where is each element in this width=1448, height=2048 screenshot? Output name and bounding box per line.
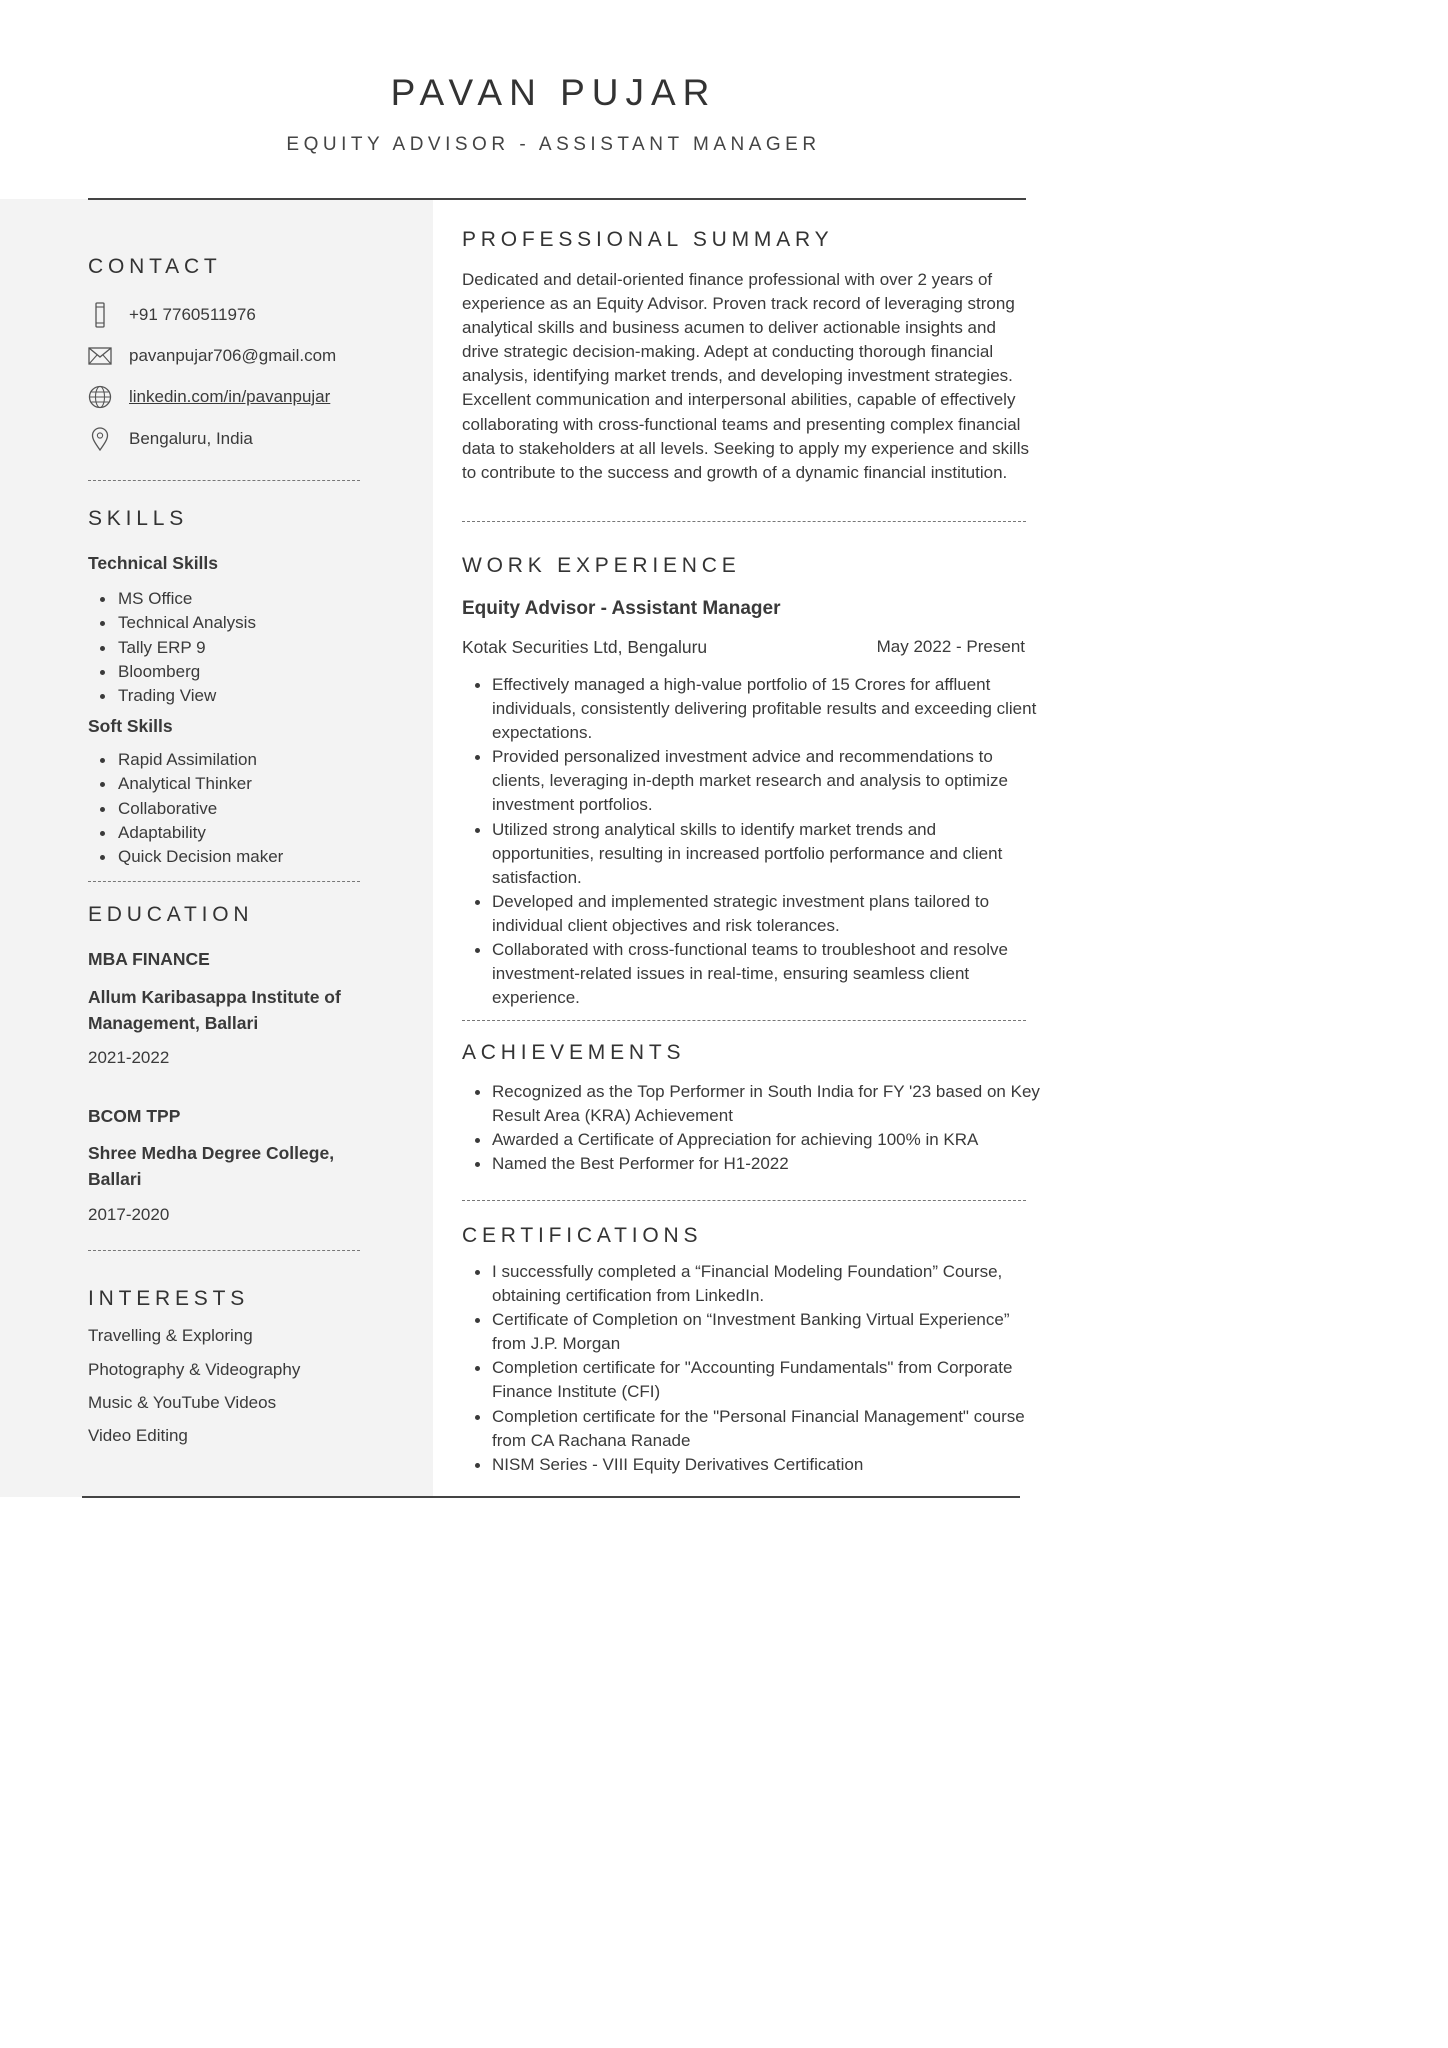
certifications-heading: CERTIFICATIONS [462,1224,703,1247]
school-name: Allum Karibasappa Institute of Management, Ballari [88,987,341,1033]
list-item: Recognized as the Top Performer in South India for FY '23 based on Key Result Area (KRA) Achievement [462,1080,1042,1128]
list-item: NISM Series - VIII Equity Derivatives Certification [462,1453,1042,1477]
summary-heading: PROFESSIONAL SUMMARY [462,228,834,251]
job-dates: May 2022 - Present [876,637,1025,656]
email-address[interactable]: pavanpujar706@gmail.com [129,346,337,365]
contact-linkedin [88,384,330,410]
list-item: Rapid Assimilation [88,748,283,772]
location-pin-icon [88,427,112,451]
skills-heading: SKILLS [88,507,189,530]
list-item: Analytical Thinker [88,772,283,796]
sidebar-divider [88,881,360,882]
interest-item: Photography & Videography [88,1360,301,1379]
location-text: Bengaluru, India [129,429,253,448]
list-item: I successfully completed a “Financial Modeling Foundation” Course, obtaining certification from LinkedIn. [462,1260,1042,1308]
list-item: Collaborative [88,797,283,821]
list-item: Provided personalized investment advice and recommendations to clients, leveraging in-depth market research and analysis to optimize investment portfolios. [462,745,1042,817]
technical-skills-heading: Technical Skills [88,553,219,573]
list-item: Trading View [88,684,256,708]
summary-paragraph: Dedicated and detail-oriented finance professional with over 2 years of experience as an Equity Advisor. Proven track record of leveraging strong analytical skills and business acumen to deliver actionable insights and drive strategic decision-making. Adept at conducting thorough financial analysis, identifying market trends, and developing investment strategies. Excellent communication and interpersonal abilities, capable of effectively collaborating with cross-functional teams and presenting complex financial data to stakeholders at all levels. Seeking to apply my experience and skills to contribute to the success and growth of a dynamic financial institution. [462,270,1029,482]
candidate-role: EQUITY ADVISOR - ASSISTANT MANAGER [286,134,821,155]
list-item: Completion certificate for the "Personal Financial Management" course from CA Rachana Ranade [462,1405,1042,1453]
school-name: Shree Medha Degree College, Ballari [88,1143,335,1189]
sidebar-divider [88,480,360,481]
list-item: Completion certificate for "Accounting Fundamentals" from Corporate Finance Institute (CFI) [462,1356,1042,1404]
mail-icon [88,344,112,368]
contact-heading: CONTACT [88,255,222,278]
soft-skills-heading: Soft Skills [88,716,173,736]
soft-skills-list [88,748,283,869]
section-divider [462,521,1026,522]
phone-number: +91 7760511976 [129,305,256,324]
sidebar-divider [88,1250,360,1251]
list-item: Named the Best Performer for H1-2022 [462,1152,1042,1176]
interest-item: Music & YouTube Videos [88,1393,277,1412]
job-title: Equity Advisor - Assistant Manager [462,598,781,619]
list-item: Collaborated with cross-functional teams to troubleshoot and resolve investment-related issues in real-time, ensuring seamless client experience. [462,938,1042,1010]
technical-skills-list [88,587,256,708]
resume-header [0,0,1107,200]
phone-icon [88,303,112,327]
list-item: Adaptability [88,821,283,845]
degree-title: BCOM TPP [88,1106,181,1126]
candidate-name: PAVAN PUJAR [390,72,717,113]
contact-email [88,343,336,369]
achievements-list [462,1080,1042,1176]
list-item: Effectively managed a high-value portfolio of 15 Crores for affluent individuals, consistently delivering profitable results and exceeding client expectations. [462,673,1042,745]
list-item: Tally ERP 9 [88,636,256,660]
degree-title: MBA FINANCE [88,949,210,969]
interests-heading: INTERESTS [88,1287,250,1310]
list-item: Utilized strong analytical skills to identify market trends and opportunities, resulting in increased portfolio performance and client satisfaction. [462,818,1042,890]
list-item: Awarded a Certificate of Appreciation for achieving 100% in KRA [462,1128,1042,1152]
section-divider [462,1020,1026,1021]
list-item: Quick Decision maker [88,845,283,869]
education-years: 2021-2022 [88,1048,170,1067]
globe-icon [88,385,112,409]
education-years: 2017-2020 [88,1205,170,1224]
section-divider [462,1200,1026,1201]
contact-phone [88,302,256,328]
list-item: Certificate of Completion on “Investment Banking Virtual Experience” from J.P. Morgan [462,1308,1042,1356]
list-item: MS Office [88,587,256,611]
linkedin-link[interactable]: linkedin.com/in/pavanpujar [129,387,331,406]
interest-item: Travelling & Exploring [88,1326,253,1345]
job-company: Kotak Securities Ltd, Bengaluru [462,637,708,657]
education-heading: EDUCATION [88,903,254,926]
experience-heading: WORK EXPERIENCE [462,554,741,577]
header-divider [88,198,1026,200]
interest-item: Video Editing [88,1426,188,1445]
list-item: Developed and implemented strategic investment plans tailored to individual client objectives and risk tolerances. [462,890,1042,938]
certifications-list [462,1260,1042,1477]
list-item: Technical Analysis [88,611,256,635]
footer-divider [82,1496,1020,1498]
list-item: Bloomberg [88,660,256,684]
experience-bullets [462,673,1042,1010]
contact-location [88,426,253,452]
achievements-heading: ACHIEVEMENTS [462,1041,686,1064]
